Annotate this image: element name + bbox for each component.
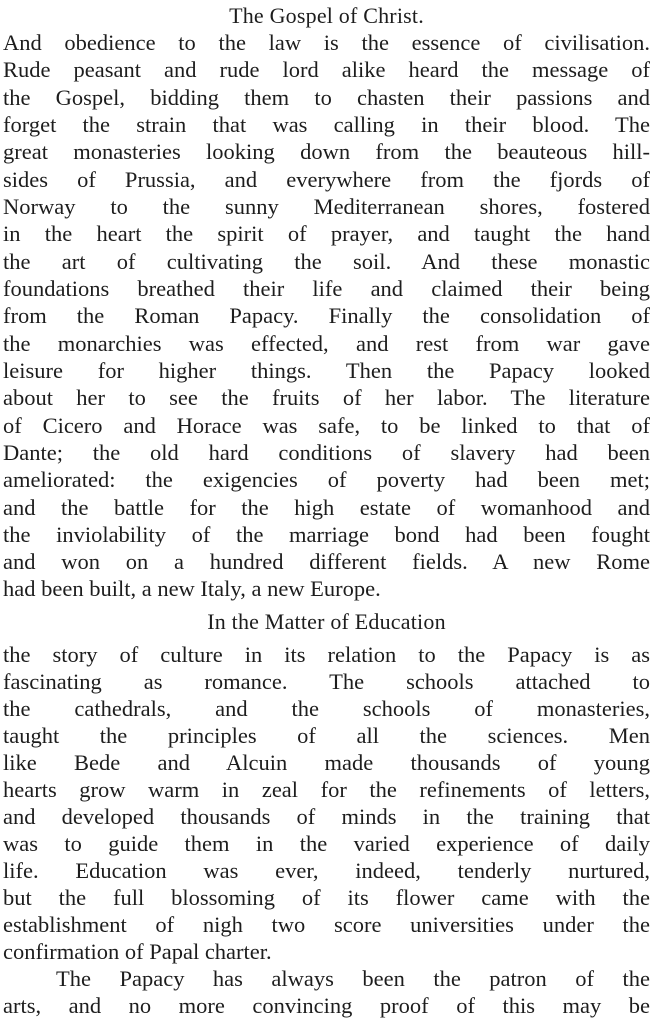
text-line: and the battle for the high estate of womanhood and xyxy=(3,495,650,520)
text-line: about her to see the fruits of her labor. The literature xyxy=(3,385,650,410)
text-line: like Bede and Alcuin made thousands of young xyxy=(3,750,650,775)
text-line: and developed thousands of minds in the training that xyxy=(3,804,650,829)
text-line: the inviolability of the marriage bond had been fought xyxy=(3,522,650,547)
text-line: And obedience to the law is the essence of civilisation. xyxy=(3,30,650,55)
text-line: forget the strain that was calling in their blood. The xyxy=(3,112,650,137)
text-line: in the heart the spirit of prayer, and taught the hand xyxy=(3,221,650,246)
text-line: great monasteries looking down from the beauteous hill- xyxy=(3,139,650,164)
section-heading-gospel: The Gospel of Christ. xyxy=(229,3,424,28)
text-line: arts, and no more convincing proof of this may be xyxy=(3,993,650,1018)
text-line: was to guide them in the varied experience of daily xyxy=(3,831,650,856)
text-line: confirmation of Papal charter. xyxy=(3,939,272,964)
text-line: the art of cultivating the soil. And these monastic xyxy=(3,249,650,274)
text-line: leisure for higher things. Then the Papacy looked xyxy=(3,358,650,383)
text-line: foundations breathed their life and claimed their being xyxy=(3,276,650,301)
text-line: of Cicero and Horace was safe, to be linked to that of xyxy=(3,413,650,438)
text-line: the cathedrals, and the schools of monasteries, xyxy=(3,696,650,721)
text-line: Dante; the old hard conditions of slavery had been xyxy=(3,440,650,465)
text-line: Rude peasant and rude lord alike heard the message of xyxy=(3,57,650,82)
text-line: taught the principles of all the sciences. Men xyxy=(3,723,650,748)
section-heading-education: In the Matter of Education xyxy=(207,609,446,634)
text-line: and won on a hundred different fields. A new Rome xyxy=(3,549,650,574)
text-line: the Gospel, bidding them to chasten their passions and xyxy=(3,85,650,110)
text-line: the monarchies was effected, and rest from war gave xyxy=(3,331,650,356)
text-line: sides of Prussia, and everywhere from the fjords of xyxy=(3,167,650,192)
text-line: Norway to the sunny Mediterranean shores, fostered xyxy=(3,194,650,219)
text-line: life. Education was ever, indeed, tenderly nurtured, xyxy=(3,858,650,883)
text-line: had been built, a new Italy, a new Europe. xyxy=(3,576,381,601)
text-line: the story of culture in its relation to the Papacy is as xyxy=(3,642,650,667)
text-line: hearts grow warm in zeal for the refinements of letters, xyxy=(3,777,650,802)
text-line: establishment of nigh two score universities under the xyxy=(3,912,650,937)
text-line: ameliorated: the exigencies of poverty had been met; xyxy=(3,467,650,492)
text-line: but the full blossoming of its flower came with the xyxy=(3,885,650,910)
text-line: from the Roman Papacy. Finally the consolidation of xyxy=(3,303,650,328)
text-line: fascinating as romance. The schools attached to xyxy=(3,669,650,694)
text-line: The Papacy has always been the patron of the xyxy=(56,966,650,991)
